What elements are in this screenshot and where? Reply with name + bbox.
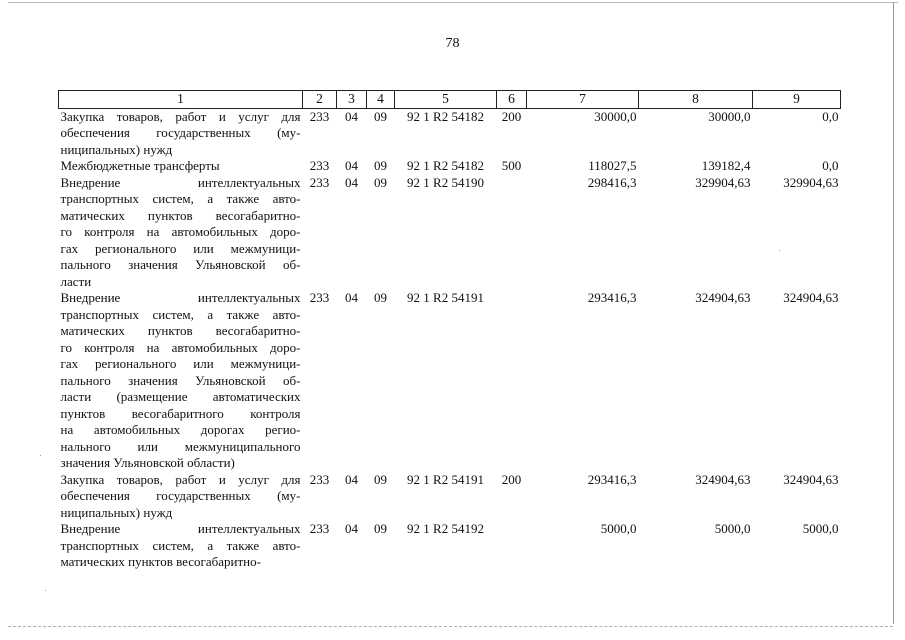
cell-amount-col8: 5000,0 (714, 521, 751, 536)
cell-target-article: 92 1 R2 54191 (407, 471, 484, 487)
scan-speck (40, 455, 41, 456)
cell-target-article: 92 1 R2 54191 (407, 290, 484, 305)
item-name-line: транспортных систем, а также авто- (60, 191, 301, 206)
item-name-line: гах регионального или межмуници- (60, 240, 301, 256)
item-name-line: значения Ульяновской области) (60, 455, 235, 470)
table-row (59, 175, 841, 291)
cell-ministry-code: 233 (309, 174, 330, 190)
item-name-line: обеспечения государственных (му- (60, 125, 301, 140)
item-name-line: го контроля на автомобильных доро- (60, 339, 301, 355)
cell-target-article: 92 1 R2 54182 (407, 108, 484, 124)
column-header-8: 8 (639, 91, 753, 109)
cell-subsection: 09 (374, 290, 387, 305)
item-name-line: матических пунктов весогабаритно- (60, 207, 301, 223)
item-name-line: Закупка товаров, работ и услуг для (60, 471, 301, 487)
cell-expense-type (497, 521, 527, 571)
item-name-line: обеспечения государственных (му- (60, 488, 301, 503)
item-name-line: Межбюджетные трансферты (60, 158, 220, 173)
cell-section: 04 (345, 158, 358, 173)
column-header-4: 4 (367, 91, 395, 109)
item-name-line: нального или межмуниципального (60, 438, 301, 454)
item-name-line: ниципальных) нужд (60, 141, 173, 157)
item-name-line: транспортных систем, а также авто- (60, 306, 301, 322)
cell-section: 04 (345, 521, 358, 536)
cell-item-name (59, 290, 303, 472)
item-name-line: Внедрение интеллектуальных (60, 174, 301, 190)
cell-item-name (59, 472, 303, 522)
cell-ministry-code: 233 (309, 521, 330, 536)
item-name-line: ласти (размещение автоматических (60, 389, 301, 404)
item-name-line: го контроля на автомобильных доро- (60, 224, 301, 239)
cell-section: 04 (345, 174, 358, 190)
cell-amount-col7: 5000,0 (600, 521, 637, 536)
cell-section: 04 (345, 471, 358, 487)
column-header-5: 5 (395, 91, 497, 109)
item-name-line: Закупка товаров, работ и услуг для (60, 108, 301, 124)
table-row (59, 108, 841, 158)
cell-subsection: 09 (374, 521, 387, 536)
scan-speck (45, 590, 46, 591)
item-name-line: гах регионального или межмуници- (60, 356, 301, 371)
cell-amount-col8: 329904,63 (695, 174, 751, 190)
cell-amount-col9: 324904,63 (783, 290, 839, 305)
item-name-line: пального значения Ульяновской об- (60, 257, 301, 272)
column-header-1: 1 (59, 91, 303, 109)
cell-ministry-code: 233 (309, 471, 330, 487)
table-header-row (59, 91, 841, 109)
item-name-line: Внедрение интеллектуальных (60, 521, 301, 536)
cell-amount-col7: 30000,0 (594, 108, 637, 124)
scan-speck (779, 250, 780, 251)
cell-amount-col7: 298416,3 (587, 174, 637, 190)
cell-amount-col9: 329904,63 (783, 174, 839, 190)
cell-subsection: 09 (374, 108, 387, 124)
cell-amount-col8: 30000,0 (708, 108, 751, 124)
item-name-line: Внедрение интеллектуальных (60, 290, 301, 305)
cell-amount-col9: 324904,63 (783, 471, 839, 487)
cell-amount-col9: 0,0 (822, 158, 839, 173)
page-border-right (893, 2, 894, 624)
cell-item-name (59, 108, 303, 158)
cell-target-article: 92 1 R2 54192 (407, 521, 484, 536)
cell-section: 04 (345, 290, 358, 305)
page-border-top (8, 2, 898, 3)
item-name-line: ласти (60, 273, 92, 289)
column-header-9: 9 (753, 91, 841, 109)
cell-expense-type (497, 290, 527, 472)
column-header-7: 7 (527, 91, 639, 109)
table-row (59, 290, 841, 472)
cell-item-name (59, 175, 303, 291)
cell-ministry-code: 233 (309, 290, 330, 305)
cell-amount-col9: 5000,0 (802, 521, 839, 536)
table-row (59, 472, 841, 522)
cell-amount-col8: 324904,63 (695, 471, 751, 487)
item-name-line: ниципальных) нужд (60, 504, 173, 520)
cell-subsection: 09 (374, 471, 387, 487)
table-row (59, 158, 841, 175)
cell-item-name (59, 158, 303, 175)
cell-expense-type: 200 (501, 108, 522, 124)
cell-amount-col7: 293416,3 (587, 471, 637, 487)
cell-amount-col7: 118027,5 (588, 158, 637, 173)
item-name-line: транспортных систем, а также авто- (60, 537, 301, 553)
budget-table (58, 90, 841, 571)
item-name-line: матических пунктов весогабаритно- (60, 323, 301, 338)
item-name-line: пунктов весогабаритного контроля (60, 405, 301, 421)
table-row (59, 521, 841, 571)
item-name-line: матических пунктов весогабаритно- (60, 554, 261, 569)
cell-target-article: 92 1 R2 54190 (407, 174, 484, 190)
item-name-line: пального значения Ульяновской об- (60, 372, 301, 388)
cell-ministry-code: 233 (309, 108, 330, 124)
cell-item-name (59, 521, 303, 571)
cell-amount-col8: 139182,4 (701, 158, 751, 173)
item-name-line: на автомобильных дорогах регио- (60, 422, 301, 437)
cell-amount-col8: 324904,63 (695, 290, 751, 305)
cell-subsection: 09 (374, 174, 387, 190)
column-header-6: 6 (497, 91, 527, 109)
column-header-2: 2 (303, 91, 337, 109)
cell-amount-col9: 0,0 (822, 108, 839, 124)
cell-amount-col7: 293416,3 (587, 290, 637, 305)
cell-expense-type: 200 (501, 471, 522, 487)
table-body (59, 108, 841, 571)
cell-target-article: 92 1 R2 54182 (407, 158, 484, 173)
cell-expense-type: 500 (501, 158, 522, 173)
page-number: 78 (445, 36, 460, 51)
cell-section: 04 (345, 108, 358, 124)
column-header-3: 3 (337, 91, 367, 109)
cell-subsection: 09 (374, 158, 387, 173)
cell-ministry-code: 233 (309, 158, 330, 173)
page-border-bottom (8, 626, 893, 627)
cell-expense-type (497, 175, 527, 291)
